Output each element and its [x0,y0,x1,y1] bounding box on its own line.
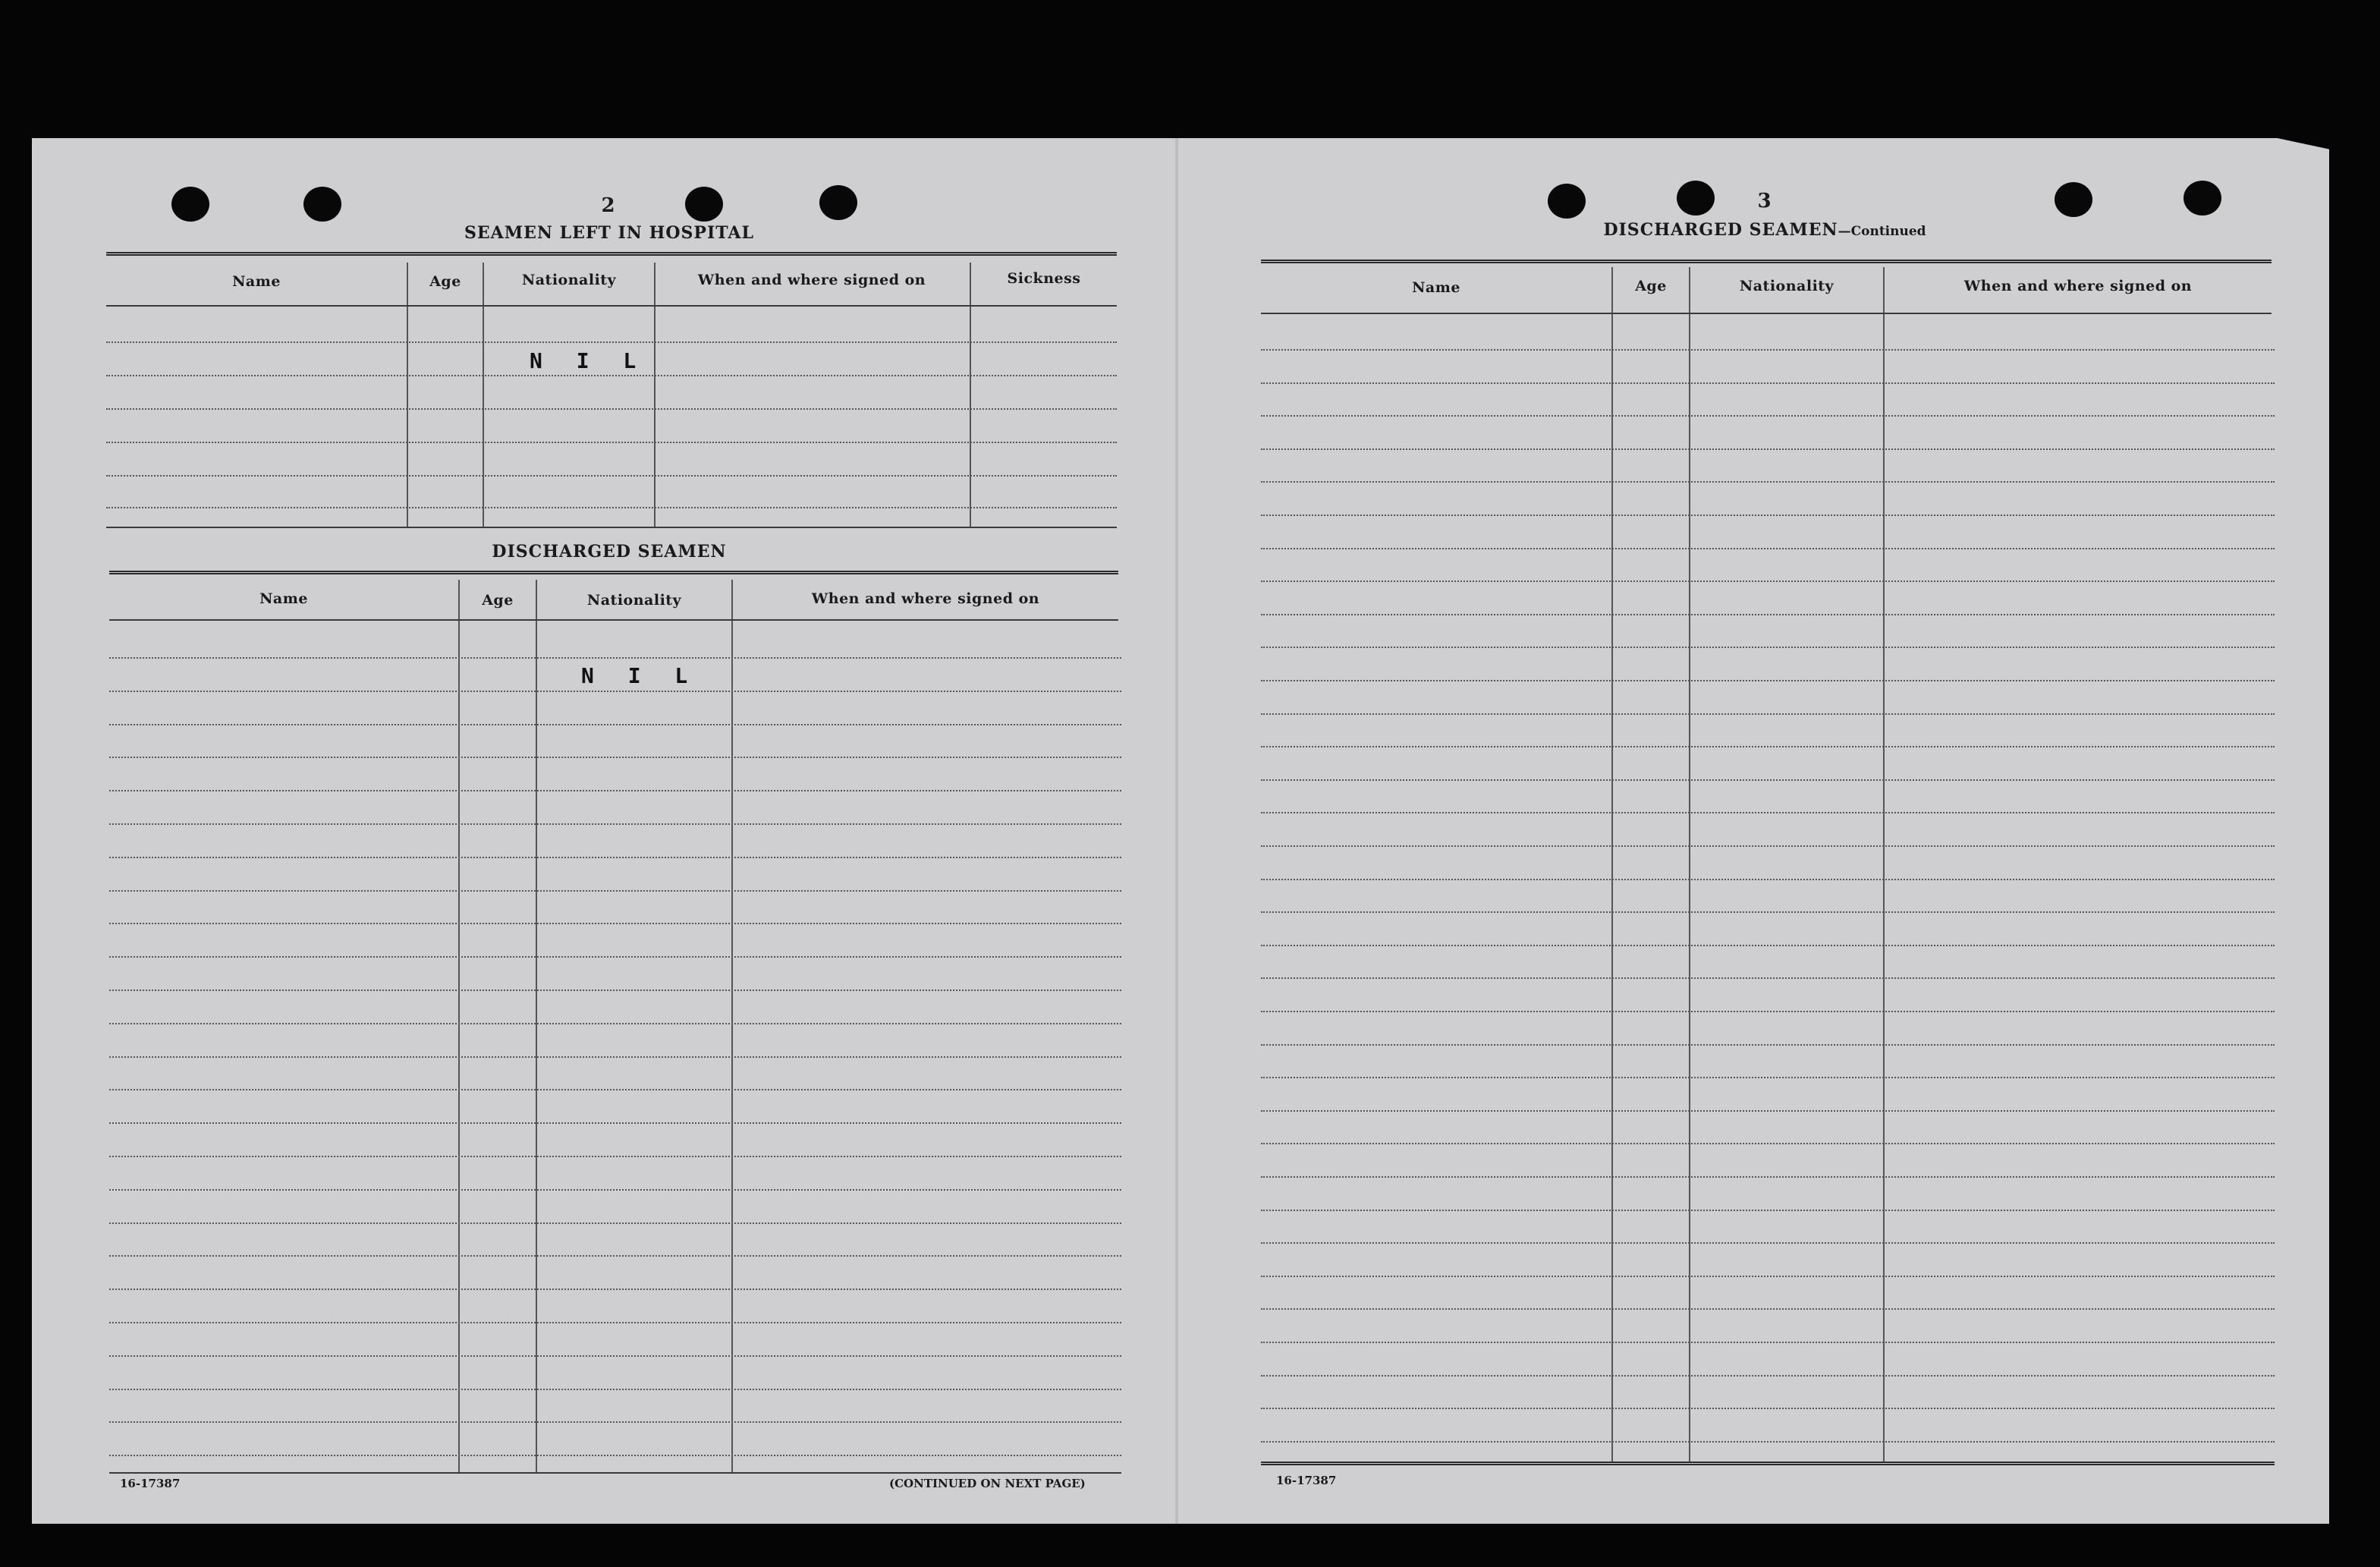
ruled-row-line [1261,1375,2275,1377]
ruled-row-line [109,724,1121,725]
form-number-right: 16-17387 [1276,1474,1337,1487]
ruled-row-line [109,1455,1121,1456]
ruled-row-line [1261,1408,2275,1409]
ruled-row-line [1261,746,2275,747]
ruled-row-line [1261,548,2275,549]
ruled-row-line [109,1421,1121,1423]
punch-hole [171,187,209,222]
ruled-row-line [1261,514,2275,516]
ruled-row-line [109,1389,1121,1390]
ruled-row-line [1261,481,2275,483]
ruled-row-line [1261,977,2275,979]
discharged-section-title: DISCHARGED SEAMEN [492,542,727,562]
discharged-table-bottom-rule [109,1472,1121,1474]
ruled-row-line [109,1122,1121,1124]
discharged-nil-entry: N I L [581,663,699,688]
ruled-row-line [109,1156,1121,1157]
ruled-row-line [109,1056,1121,1058]
right-page [1177,138,2329,1524]
right-title-main: DISCHARGED SEAMEN [1603,220,1838,240]
right-col-divider [1611,267,1613,1462]
hospital-row-line [106,442,1117,443]
ruled-row-line [1261,680,2275,681]
ruled-row-line [109,923,1121,924]
ruled-row-line [1261,1077,2275,1078]
discharged-col-when-where: When and where signed on [811,590,1040,607]
ruled-row-line [1261,845,2275,847]
continued-note: (CONTINUED ON NEXT PAGE) [889,1477,1086,1490]
ruled-row-line [109,691,1121,692]
discharged-col-divider [458,580,460,1472]
ruled-row-line [1261,581,2275,582]
discharged-col-nationality: Nationality [586,592,682,609]
ruled-row-line [109,657,1121,659]
right-title-suffix: —Continued [1838,224,1926,239]
hospital-nil-entry: N I L [530,348,647,373]
hospital-col-sickness: Sickness [1007,270,1081,287]
punch-hole [819,185,857,220]
right-col-name: Name [1412,279,1460,296]
ruled-row-line [109,1255,1121,1257]
punch-hole [1677,181,1715,216]
discharged-col-age: Age [482,592,514,609]
right-header-rule [1261,313,2272,314]
discharged-header-rule [109,619,1118,621]
ruled-row-line [109,990,1121,991]
page-number-left: 2 [601,194,616,217]
hospital-row-line [106,507,1117,508]
right-col-nationality: Nationality [1739,278,1835,294]
ruled-row-line [109,1222,1121,1224]
right-col-divider [1689,267,1690,1462]
ruled-row-line [109,1023,1121,1024]
ruled-row-line [1261,945,2275,946]
ruled-row-line [109,790,1121,791]
hospital-col-divider [407,263,408,527]
discharged-col-name: Name [259,590,308,607]
hospital-header-rule [106,305,1117,307]
ruled-row-line [109,1355,1121,1357]
ruled-row-line [1261,415,2275,417]
page-number-right: 3 [1757,190,1772,212]
hospital-row-line [106,475,1117,477]
ruled-row-line [109,823,1121,825]
hospital-col-divider [970,263,971,527]
ruled-row-line [1261,1044,2275,1046]
ruled-row-line [1261,911,2275,913]
discharged-table-top-rule [109,571,1118,574]
ruled-row-line [1261,1176,2275,1178]
hospital-col-divider [654,263,656,527]
right-section-title [1537,220,1992,240]
hospital-row-line [106,341,1117,343]
right-table-top-rule [1261,260,2272,263]
punch-hole [685,187,723,222]
hospital-section-title: SEAMEN LEFT IN HOSPITAL [464,223,754,243]
discharged-col-divider [731,580,733,1472]
ruled-row-line [1261,1210,2275,1211]
right-col-when-where: When and where signed on [1963,278,2193,294]
ruled-row-line [109,956,1121,958]
ruled-row-line [109,1322,1121,1323]
hospital-col-nationality: Nationality [521,272,617,288]
punch-hole [1548,184,1586,219]
ruled-row-line [1261,1342,2275,1343]
ruled-row-line [1261,647,2275,648]
ruled-row-line [1261,1242,2275,1244]
ruled-row-line [1261,349,2275,351]
ruled-row-line [1261,713,2275,715]
ruled-row-line [1261,879,2275,880]
ruled-row-line [1261,448,2275,450]
punch-hole [2055,182,2092,217]
hospital-col-divider [483,263,484,527]
ruled-row-line [109,757,1121,758]
hospital-col-when-where: When and where signed on [697,272,926,288]
ruled-row-line [109,1189,1121,1191]
right-col-divider [1883,267,1885,1462]
ruled-row-line [109,1089,1121,1090]
ruled-row-line [109,890,1121,892]
hospital-row-line [106,375,1117,376]
ruled-row-line [1261,1441,2275,1443]
ruled-row-line [1261,614,2275,615]
ruled-row-line [1261,1308,2275,1310]
ruled-row-line [109,1289,1121,1290]
ruled-row-line [1261,1276,2275,1277]
punch-hole [2184,181,2221,216]
hospital-table-bottom-rule [106,527,1117,528]
hospital-table-top-rule [106,252,1117,256]
punch-hole [303,187,341,222]
discharged-col-divider [536,580,537,1472]
hospital-col-name: Name [232,273,281,290]
ruled-row-line [1261,1011,2275,1012]
page-gutter [1175,138,1178,1524]
ruled-row-line [1261,779,2275,781]
hospital-col-age: Age [429,273,461,290]
form-number-left: 16-17387 [120,1477,181,1490]
ruled-row-line [1261,1143,2275,1144]
ruled-row-line [1261,812,2275,813]
right-col-age: Age [1635,278,1667,294]
left-page [32,138,1177,1524]
ruled-row-line [109,857,1121,858]
ruled-row-line [1261,1110,2275,1112]
right-table-bottom-rule [1261,1462,2275,1465]
ruled-row-line [1261,382,2275,384]
hospital-row-line [106,408,1117,410]
